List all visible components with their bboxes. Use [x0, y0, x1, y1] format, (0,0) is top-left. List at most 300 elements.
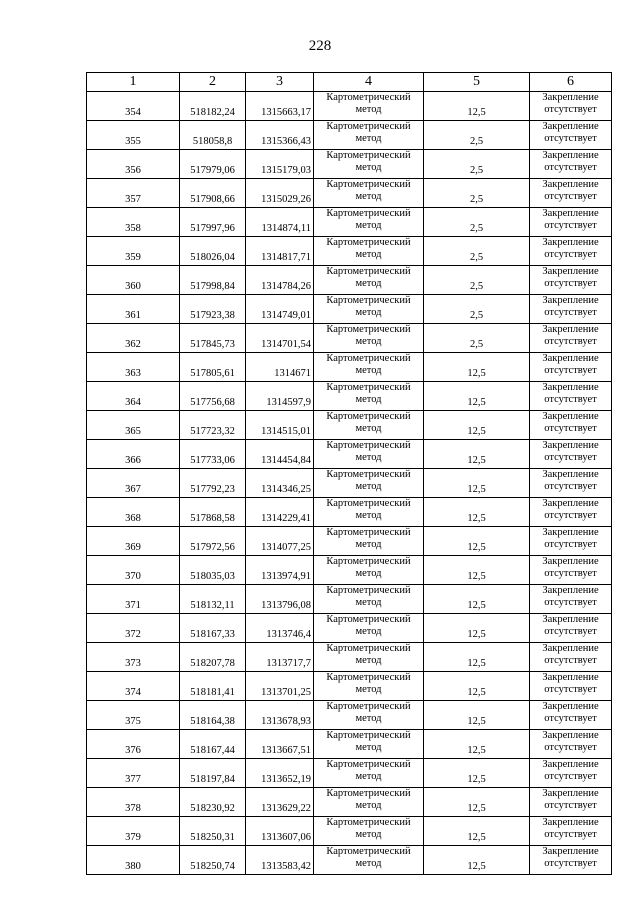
point-number-cell: 369 — [87, 527, 180, 556]
point-number-cell: 375 — [87, 701, 180, 730]
fixation-line-2: отсутствует — [544, 162, 597, 173]
method-line-1: Картометрический — [326, 759, 411, 770]
header-row — [87, 73, 612, 92]
method-line-2: метод — [355, 742, 382, 753]
fixation-cell — [530, 527, 612, 556]
method-cell — [314, 817, 424, 846]
point-number-cell: 357 — [87, 179, 180, 208]
y-coordinate-cell: 1315366,43 — [246, 121, 314, 150]
method-line-2: метод — [355, 307, 382, 318]
method-line-1: Картометрический — [326, 643, 411, 654]
y-coordinate-cell: 1314229,41 — [246, 498, 314, 527]
method-line-2: метод — [355, 655, 382, 666]
accuracy-cell: 12,5 — [424, 817, 530, 846]
x-coordinate-cell: 517998,84 — [180, 266, 246, 295]
fixation-cell — [530, 121, 612, 150]
header-col-1: 1 — [87, 73, 180, 92]
x-coordinate-cell: 517979,06 — [180, 150, 246, 179]
fixation-cell — [530, 295, 612, 324]
table-row — [87, 498, 612, 527]
method-line-1: Картометрический — [326, 295, 411, 306]
table-row — [87, 643, 612, 672]
fixation-line-1: Закрепление — [542, 585, 599, 596]
method-line-2: метод — [355, 481, 382, 492]
table-row — [87, 266, 612, 295]
point-number-cell: 377 — [87, 759, 180, 788]
fixation-line-1: Закрепление — [542, 121, 599, 132]
x-coordinate-cell: 518250,31 — [180, 817, 246, 846]
table-row — [87, 556, 612, 585]
header-col-6: 6 — [530, 73, 612, 92]
x-coordinate-cell: 518197,84 — [180, 759, 246, 788]
method-cell — [314, 121, 424, 150]
point-number-cell: 355 — [87, 121, 180, 150]
fixation-cell — [530, 759, 612, 788]
fixation-line-2: отсутствует — [544, 307, 597, 318]
point-number-cell: 370 — [87, 556, 180, 585]
method-line-2: метод — [355, 278, 382, 289]
y-coordinate-cell: 1313629,22 — [246, 788, 314, 817]
accuracy-cell: 2,5 — [424, 208, 530, 237]
fixation-cell — [530, 92, 612, 121]
fixation-line-1: Закрепление — [542, 759, 599, 770]
fixation-line-2: отсутствует — [544, 336, 597, 347]
method-line-2: метод — [355, 394, 382, 405]
fixation-cell — [530, 556, 612, 585]
accuracy-cell: 12,5 — [424, 614, 530, 643]
header-col-4: 4 — [314, 73, 424, 92]
point-number-cell: 363 — [87, 353, 180, 382]
method-line-2: метод — [355, 771, 382, 782]
accuracy-cell: 12,5 — [424, 585, 530, 614]
x-coordinate-cell: 518182,24 — [180, 92, 246, 121]
method-cell — [314, 440, 424, 469]
method-line-1: Картометрический — [326, 846, 411, 857]
fixation-cell — [530, 498, 612, 527]
method-cell — [314, 469, 424, 498]
fixation-line-2: отсутствует — [544, 191, 597, 202]
method-line-1: Картометрический — [326, 237, 411, 248]
method-line-1: Картометрический — [326, 266, 411, 277]
table-row — [87, 440, 612, 469]
y-coordinate-cell: 1314597,9 — [246, 382, 314, 411]
method-line-1: Картометрический — [326, 179, 411, 190]
point-number-cell: 362 — [87, 324, 180, 353]
fixation-line-1: Закрепление — [542, 614, 599, 625]
fixation-line-1: Закрепление — [542, 324, 599, 335]
table-row — [87, 701, 612, 730]
accuracy-cell: 12,5 — [424, 411, 530, 440]
fixation-cell — [530, 643, 612, 672]
method-line-1: Картометрический — [326, 440, 411, 451]
table-row — [87, 817, 612, 846]
point-number-cell: 378 — [87, 788, 180, 817]
method-line-1: Картометрический — [326, 92, 411, 103]
point-number-cell: 354 — [87, 92, 180, 121]
accuracy-cell: 12,5 — [424, 846, 530, 875]
method-line-2: метод — [355, 568, 382, 579]
fixation-line-1: Закрепление — [542, 92, 599, 103]
fixation-line-2: отсутствует — [544, 597, 597, 608]
fixation-line-2: отсутствует — [544, 423, 597, 434]
accuracy-cell: 12,5 — [424, 353, 530, 382]
coordinates-table — [86, 72, 612, 875]
header-col-5: 5 — [424, 73, 530, 92]
accuracy-cell: 12,5 — [424, 469, 530, 498]
y-coordinate-cell: 1314454,84 — [246, 440, 314, 469]
fixation-cell — [530, 411, 612, 440]
table-body — [87, 92, 612, 875]
table-row — [87, 469, 612, 498]
y-coordinate-cell: 1313607,06 — [246, 817, 314, 846]
fixation-line-2: отсутствует — [544, 539, 597, 550]
method-line-1: Картометрический — [326, 672, 411, 683]
fixation-cell — [530, 324, 612, 353]
y-coordinate-cell: 1313667,51 — [246, 730, 314, 759]
y-coordinate-cell: 1314817,71 — [246, 237, 314, 266]
accuracy-cell: 12,5 — [424, 527, 530, 556]
table-row — [87, 92, 612, 121]
fixation-cell — [530, 382, 612, 411]
x-coordinate-cell: 517908,66 — [180, 179, 246, 208]
fixation-line-2: отсутствует — [544, 829, 597, 840]
method-line-2: метод — [355, 365, 382, 376]
point-number-cell: 365 — [87, 411, 180, 440]
point-number-cell: 379 — [87, 817, 180, 846]
table-row — [87, 150, 612, 179]
fixation-line-2: отсутствует — [544, 510, 597, 521]
method-line-2: метод — [355, 539, 382, 550]
table-row — [87, 614, 612, 643]
method-line-2: метод — [355, 104, 382, 115]
table-row — [87, 353, 612, 382]
method-cell — [314, 614, 424, 643]
fixation-line-1: Закрепление — [542, 469, 599, 480]
table-row — [87, 295, 612, 324]
fixation-line-1: Закрепление — [542, 150, 599, 161]
y-coordinate-cell: 1313678,93 — [246, 701, 314, 730]
point-number-cell: 376 — [87, 730, 180, 759]
fixation-cell — [530, 730, 612, 759]
x-coordinate-cell: 518181,41 — [180, 672, 246, 701]
fixation-cell — [530, 817, 612, 846]
accuracy-cell: 12,5 — [424, 92, 530, 121]
y-coordinate-cell: 1315663,17 — [246, 92, 314, 121]
y-coordinate-cell: 1314346,25 — [246, 469, 314, 498]
fixation-line-2: отсутствует — [544, 742, 597, 753]
x-coordinate-cell: 517805,61 — [180, 353, 246, 382]
page-number: 228 — [308, 38, 332, 54]
fixation-cell — [530, 440, 612, 469]
method-cell — [314, 701, 424, 730]
accuracy-cell: 2,5 — [424, 121, 530, 150]
table-row — [87, 237, 612, 266]
fixation-line-1: Закрепление — [542, 817, 599, 828]
method-line-2: метод — [355, 423, 382, 434]
y-coordinate-cell: 1314784,26 — [246, 266, 314, 295]
accuracy-cell: 2,5 — [424, 295, 530, 324]
table-header — [87, 73, 612, 92]
fixation-cell — [530, 672, 612, 701]
method-cell — [314, 237, 424, 266]
fixation-line-2: отсутствует — [544, 249, 597, 260]
fixation-line-1: Закрепление — [542, 730, 599, 741]
point-number-cell: 361 — [87, 295, 180, 324]
header-col-3: 3 — [246, 73, 314, 92]
accuracy-cell: 12,5 — [424, 730, 530, 759]
y-coordinate-cell: 1313746,4 — [246, 614, 314, 643]
method-line-2: метод — [355, 220, 382, 231]
accuracy-cell: 12,5 — [424, 643, 530, 672]
table-row — [87, 759, 612, 788]
fixation-line-1: Закрепление — [542, 643, 599, 654]
method-line-1: Картометрический — [326, 498, 411, 509]
fixation-line-1: Закрепление — [542, 846, 599, 857]
method-cell — [314, 353, 424, 382]
point-number-cell: 371 — [87, 585, 180, 614]
accuracy-cell: 12,5 — [424, 788, 530, 817]
method-cell — [314, 730, 424, 759]
y-coordinate-cell: 1315179,03 — [246, 150, 314, 179]
method-line-1: Картометрический — [326, 730, 411, 741]
x-coordinate-cell: 517972,56 — [180, 527, 246, 556]
method-line-1: Картометрический — [326, 469, 411, 480]
fixation-line-2: отсутствует — [544, 626, 597, 637]
y-coordinate-cell: 1314749,01 — [246, 295, 314, 324]
method-line-1: Картометрический — [326, 411, 411, 422]
x-coordinate-cell: 518167,33 — [180, 614, 246, 643]
method-line-1: Картометрический — [326, 324, 411, 335]
method-line-1: Картометрический — [326, 121, 411, 132]
table-row — [87, 730, 612, 759]
point-number-cell: 359 — [87, 237, 180, 266]
accuracy-cell: 2,5 — [424, 237, 530, 266]
fixation-line-1: Закрепление — [542, 527, 599, 538]
fixation-cell — [530, 266, 612, 295]
method-cell — [314, 556, 424, 585]
fixation-line-2: отсутствует — [544, 394, 597, 405]
fixation-line-1: Закрепление — [542, 498, 599, 509]
accuracy-cell: 12,5 — [424, 759, 530, 788]
fixation-cell — [530, 585, 612, 614]
method-line-1: Картометрический — [326, 701, 411, 712]
x-coordinate-cell: 517756,68 — [180, 382, 246, 411]
method-cell — [314, 324, 424, 353]
fixation-line-2: отсутствует — [544, 800, 597, 811]
fixation-cell — [530, 353, 612, 382]
point-number-cell: 380 — [87, 846, 180, 875]
fixation-line-1: Закрепление — [542, 237, 599, 248]
table-row — [87, 382, 612, 411]
fixation-line-1: Закрепление — [542, 701, 599, 712]
fixation-line-2: отсутствует — [544, 684, 597, 695]
fixation-line-1: Закрепление — [542, 672, 599, 683]
fixation-cell — [530, 237, 612, 266]
method-cell — [314, 672, 424, 701]
accuracy-cell: 2,5 — [424, 179, 530, 208]
table-row — [87, 411, 612, 440]
x-coordinate-cell: 517997,96 — [180, 208, 246, 237]
fixation-cell — [530, 788, 612, 817]
table-row — [87, 672, 612, 701]
method-line-1: Картометрический — [326, 585, 411, 596]
method-line-2: метод — [355, 249, 382, 260]
fixation-line-1: Закрепление — [542, 788, 599, 799]
table-row — [87, 121, 612, 150]
fixation-line-2: отсутствует — [544, 104, 597, 115]
fixation-cell — [530, 150, 612, 179]
fixation-line-2: отсутствует — [544, 655, 597, 666]
x-coordinate-cell: 518035,03 — [180, 556, 246, 585]
x-coordinate-cell: 517845,73 — [180, 324, 246, 353]
y-coordinate-cell: 1314874,11 — [246, 208, 314, 237]
method-line-2: метод — [355, 452, 382, 463]
method-line-2: метод — [355, 713, 382, 724]
accuracy-cell: 12,5 — [424, 498, 530, 527]
point-number-cell: 374 — [87, 672, 180, 701]
accuracy-cell: 2,5 — [424, 150, 530, 179]
fixation-cell — [530, 614, 612, 643]
fixation-line-2: отсутствует — [544, 858, 597, 869]
method-cell — [314, 150, 424, 179]
fixation-line-2: отсутствует — [544, 278, 597, 289]
method-line-2: метод — [355, 829, 382, 840]
fixation-line-2: отсутствует — [544, 481, 597, 492]
method-cell — [314, 585, 424, 614]
accuracy-cell: 12,5 — [424, 701, 530, 730]
accuracy-cell: 12,5 — [424, 672, 530, 701]
x-coordinate-cell: 518164,38 — [180, 701, 246, 730]
method-line-1: Картометрический — [326, 817, 411, 828]
fixation-cell — [530, 179, 612, 208]
y-coordinate-cell: 1314077,25 — [246, 527, 314, 556]
fixation-line-1: Закрепление — [542, 353, 599, 364]
point-number-cell: 373 — [87, 643, 180, 672]
x-coordinate-cell: 518250,74 — [180, 846, 246, 875]
point-number-cell: 356 — [87, 150, 180, 179]
method-cell — [314, 846, 424, 875]
x-coordinate-cell: 518167,44 — [180, 730, 246, 759]
method-line-1: Картометрический — [326, 788, 411, 799]
fixation-line-1: Закрепление — [542, 440, 599, 451]
x-coordinate-cell: 517733,06 — [180, 440, 246, 469]
table-row — [87, 788, 612, 817]
y-coordinate-cell: 1313652,19 — [246, 759, 314, 788]
fixation-cell — [530, 701, 612, 730]
table-row — [87, 585, 612, 614]
method-line-2: метод — [355, 510, 382, 521]
method-line-2: метод — [355, 626, 382, 637]
accuracy-cell: 2,5 — [424, 266, 530, 295]
accuracy-cell: 2,5 — [424, 324, 530, 353]
method-cell — [314, 498, 424, 527]
table-row — [87, 179, 612, 208]
fixation-cell — [530, 846, 612, 875]
y-coordinate-cell: 1314671 — [246, 353, 314, 382]
fixation-line-2: отсутствует — [544, 713, 597, 724]
fixation-line-2: отсутствует — [544, 452, 597, 463]
method-cell — [314, 382, 424, 411]
method-cell — [314, 208, 424, 237]
method-cell — [314, 527, 424, 556]
x-coordinate-cell: 518132,11 — [180, 585, 246, 614]
x-coordinate-cell: 518230,92 — [180, 788, 246, 817]
fixation-line-1: Закрепление — [542, 179, 599, 190]
point-number-cell: 364 — [87, 382, 180, 411]
method-line-2: метод — [355, 800, 382, 811]
y-coordinate-cell: 1313583,42 — [246, 846, 314, 875]
table-row — [87, 208, 612, 237]
point-number-cell: 368 — [87, 498, 180, 527]
x-coordinate-cell: 517923,38 — [180, 295, 246, 324]
table-row — [87, 324, 612, 353]
y-coordinate-cell: 1315029,26 — [246, 179, 314, 208]
y-coordinate-cell: 1313796,08 — [246, 585, 314, 614]
table-row — [87, 527, 612, 556]
fixation-line-2: отсутствует — [544, 365, 597, 376]
x-coordinate-cell: 518058,8 — [180, 121, 246, 150]
method-line-2: метод — [355, 336, 382, 347]
method-cell — [314, 266, 424, 295]
fixation-line-1: Закрепление — [542, 411, 599, 422]
y-coordinate-cell: 1313974,91 — [246, 556, 314, 585]
x-coordinate-cell: 517792,23 — [180, 469, 246, 498]
point-number-cell: 366 — [87, 440, 180, 469]
method-line-1: Картометрический — [326, 382, 411, 393]
point-number-cell: 360 — [87, 266, 180, 295]
x-coordinate-cell: 517723,32 — [180, 411, 246, 440]
x-coordinate-cell: 518026,04 — [180, 237, 246, 266]
accuracy-cell: 12,5 — [424, 440, 530, 469]
fixation-cell — [530, 208, 612, 237]
fixation-line-1: Закрепление — [542, 295, 599, 306]
point-number-cell: 358 — [87, 208, 180, 237]
y-coordinate-cell: 1314701,54 — [246, 324, 314, 353]
fixation-line-1: Закрепление — [542, 556, 599, 567]
method-cell — [314, 411, 424, 440]
method-line-1: Картометрический — [326, 208, 411, 219]
method-line-1: Картометрический — [326, 150, 411, 161]
x-coordinate-cell: 517868,58 — [180, 498, 246, 527]
accuracy-cell: 12,5 — [424, 382, 530, 411]
method-line-2: метод — [355, 133, 382, 144]
fixation-line-1: Закрепление — [542, 382, 599, 393]
y-coordinate-cell: 1313717,7 — [246, 643, 314, 672]
method-line-1: Картометрический — [326, 614, 411, 625]
x-coordinate-cell: 518207,78 — [180, 643, 246, 672]
method-cell — [314, 295, 424, 324]
method-line-1: Картометрический — [326, 527, 411, 538]
method-line-2: метод — [355, 858, 382, 869]
header-col-2: 2 — [180, 73, 246, 92]
method-line-1: Картометрический — [326, 556, 411, 567]
fixation-line-1: Закрепление — [542, 266, 599, 277]
accuracy-cell: 12,5 — [424, 556, 530, 585]
method-line-1: Картометрический — [326, 353, 411, 364]
table-row — [87, 846, 612, 875]
point-number-cell: 367 — [87, 469, 180, 498]
method-cell — [314, 179, 424, 208]
fixation-line-2: отсутствует — [544, 133, 597, 144]
y-coordinate-cell: 1313701,25 — [246, 672, 314, 701]
fixation-line-1: Закрепление — [542, 208, 599, 219]
method-cell — [314, 759, 424, 788]
method-cell — [314, 643, 424, 672]
method-line-2: метод — [355, 597, 382, 608]
y-coordinate-cell: 1314515,01 — [246, 411, 314, 440]
fixation-line-2: отсутствует — [544, 220, 597, 231]
fixation-line-2: отсутствует — [544, 771, 597, 782]
